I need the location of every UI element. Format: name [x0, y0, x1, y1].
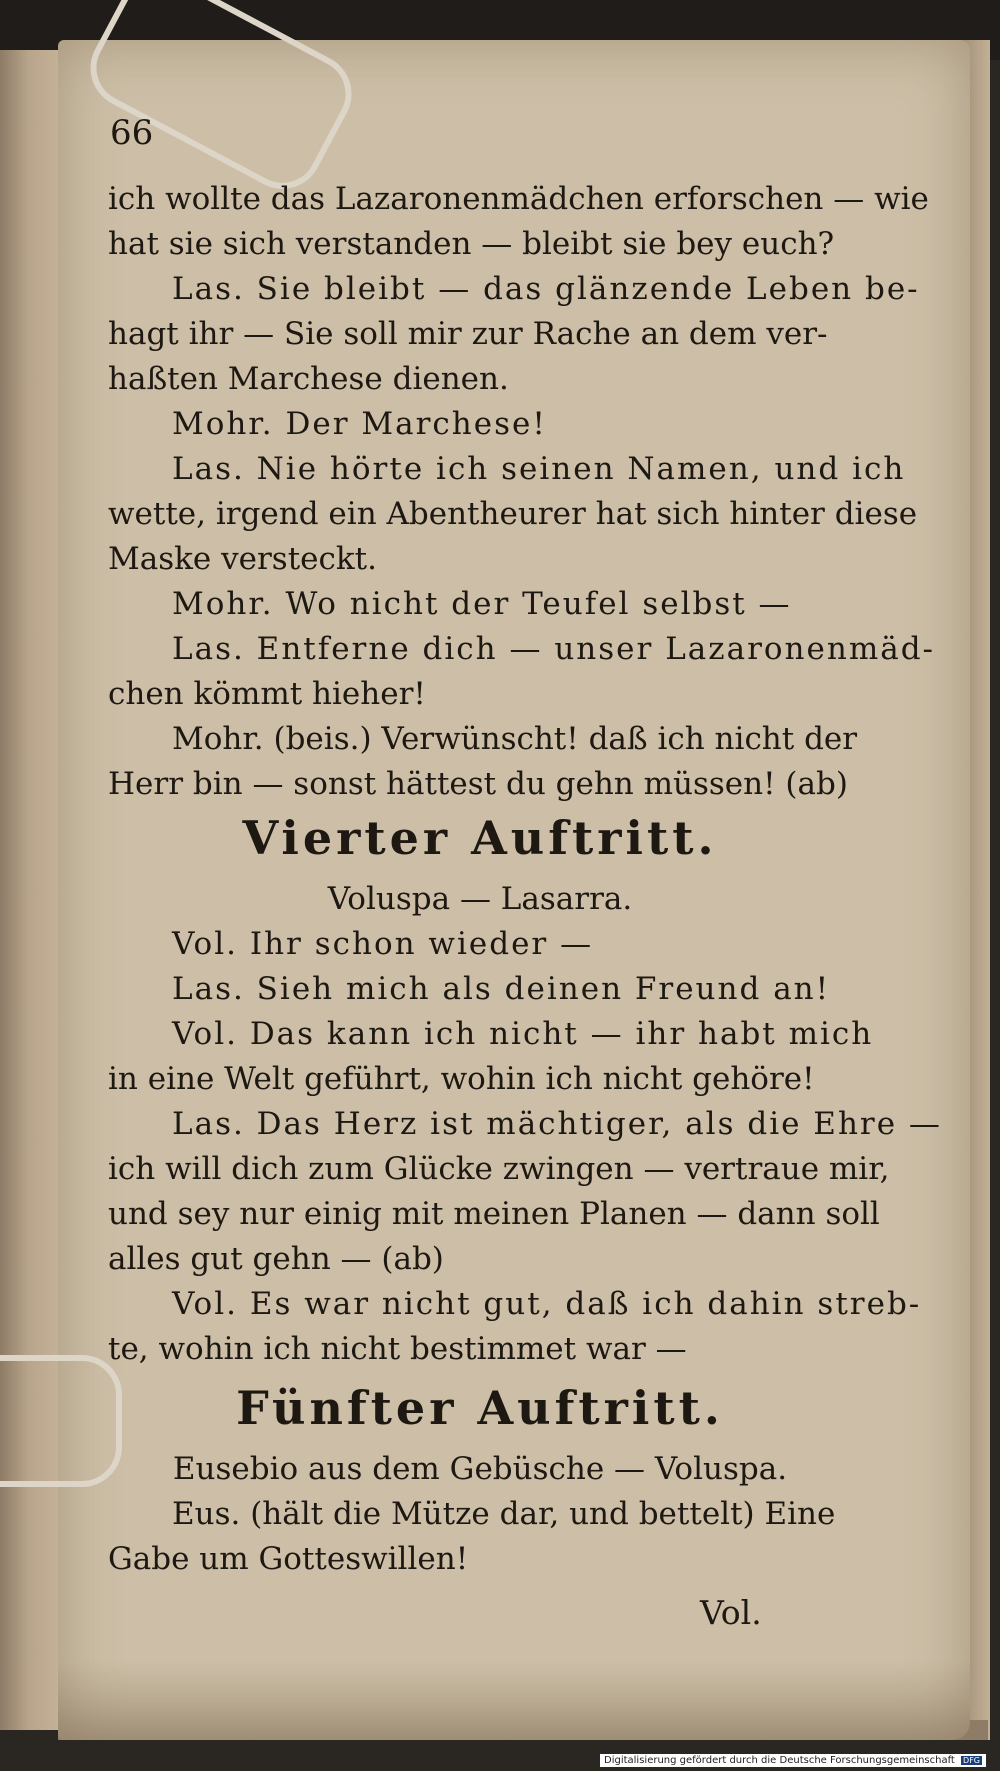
text-line: Las. Sie bleibt — das glänzende Leben be- — [172, 271, 920, 307]
text-line: hat sie sich verstanden — bleibt sie bey euch? — [108, 226, 835, 262]
text-line: Mohr. Der Marchese! — [172, 406, 547, 442]
scene-heading-4: Vierter Auftritt. — [242, 811, 718, 865]
text-line: wette, irgend ein Abentheurer hat sich hinter diese — [108, 496, 918, 532]
dfg-logo: DFG — [963, 1756, 980, 1765]
credit-text: Digitalisierung gefördert durch die Deutsche Forschungsgemeinschaft — [604, 1755, 955, 1766]
scene-heading-5: Fünfter Auftritt. — [236, 1381, 724, 1435]
page-number: 66 — [110, 113, 154, 153]
text-line: Eus. (hält die Mütze dar, und bettelt) Eine — [172, 1496, 836, 1532]
text-line: Gabe um Gotteswillen! — [108, 1541, 469, 1577]
text-line: hagt ihr — Sie soll mir zur Rache an dem ver- — [108, 316, 828, 352]
text-line: alles gut gehn — (ab) — [108, 1241, 444, 1277]
text-line: Las. Sieh mich als deinen Freund an! — [172, 971, 831, 1007]
digitization-credit — [600, 1754, 986, 1767]
scene-characters: Eusebio aus dem Gebüsche — Voluspa. — [172, 1451, 788, 1487]
text-line: te, wohin ich nicht bestimmet war — — [108, 1331, 687, 1367]
text-line: Maske versteckt. — [108, 541, 377, 577]
text-line: Vol. Das kann ich nicht — ihr habt mich — [172, 1016, 874, 1052]
text-line: und sey nur einig mit meinen Planen — dann soll — [108, 1196, 880, 1232]
text-line: Las. Entferne dich — unser Lazaronenmäd- — [172, 631, 936, 667]
text-line: ich will dich zum Glücke zwingen — vertraue mir, — [108, 1151, 890, 1187]
text-line: Mohr. Wo nicht der Teufel selbst — — [172, 586, 792, 622]
text-line: Las. Das Herz ist mächtiger, als die Ehre — — [172, 1106, 942, 1142]
text-line: Vol. Ihr schon wieder — — [172, 926, 594, 962]
text-line: ich wollte das Lazaronenmädchen erforschen — wie — [108, 181, 929, 217]
text-line: in eine Welt geführt, wohin ich nicht gehöre! — [108, 1061, 815, 1097]
catchword: Vol. — [700, 1593, 762, 1632]
text-line: Las. Nie hörte ich seinen Namen, und ich — [172, 451, 906, 487]
text-line: Herr bin — sonst hättest du gehn müssen! (ab) — [108, 766, 848, 802]
text-line: chen kömmt hieher! — [108, 676, 426, 712]
scene-characters: Voluspa — Lasarra. — [327, 881, 633, 917]
text-line: Vol. Es war nicht gut, daß ich dahin streb- — [172, 1286, 922, 1322]
text-line: Mohr. (beis.) Verwünscht! daß ich nicht der — [172, 721, 858, 757]
text-line: haßten Marchese dienen. — [108, 361, 509, 397]
